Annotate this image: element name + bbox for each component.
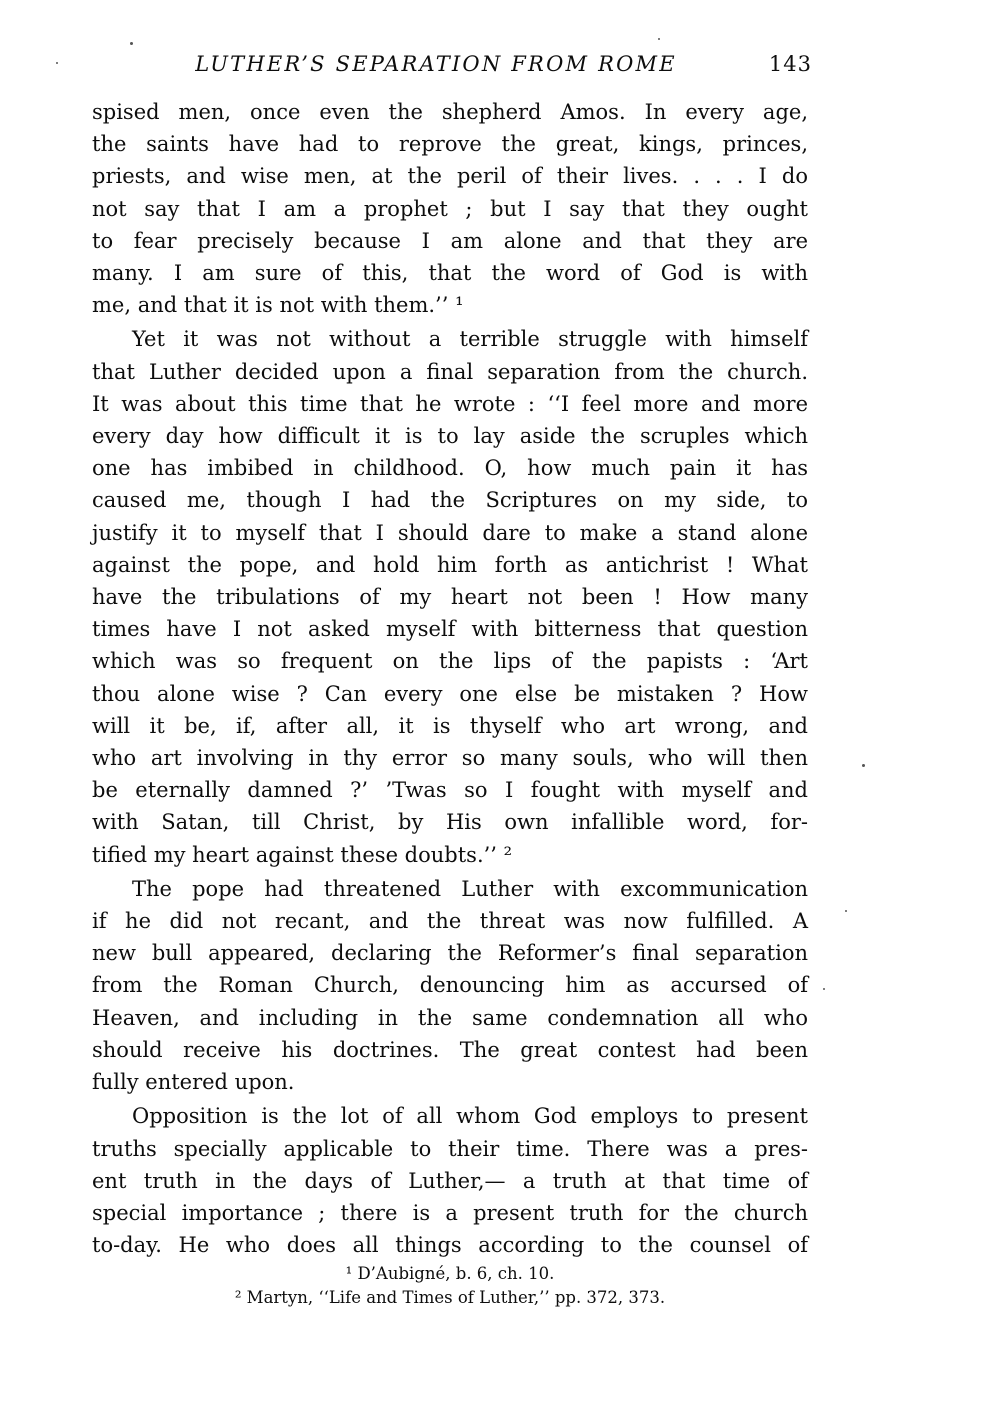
text-line: Heaven, and including in the same condemnation all who <box>92 1005 808 1030</box>
scan-speck <box>658 38 660 40</box>
text-line: tified my heart against these doubts.’’ ² <box>92 842 513 867</box>
scan-speck <box>130 42 133 45</box>
text-line: one has imbibed in childhood. O, how much pain it has <box>92 456 808 481</box>
text-line: The pope had threatened Luther with excommunication <box>132 876 808 901</box>
text-line: from the Roman Church, denouncing him as accursed of <box>92 973 808 998</box>
text-line: It was about this time that he wrote : ‘‘I feel more and more <box>92 391 808 416</box>
scan-speck <box>56 62 58 64</box>
running-head-title: LUTHER’S SEPARATION FROM ROME <box>195 52 677 76</box>
text-line: the saints have had to reprove the great, kings, princes, <box>92 132 808 157</box>
footnote: ¹ D’Aubigné, b. 6, ch. 10. <box>345 1264 555 1283</box>
text-line: that Luther decided upon a final separation from the church. <box>92 359 808 384</box>
text-line: against the pope, and hold him forth as antichrist ! What <box>92 552 808 577</box>
text-line: priests, and wise men, at the peril of their lives. . . . I do <box>92 164 808 189</box>
text-line: spised men, once even the shepherd Amos. In every age, <box>92 100 808 124</box>
paragraph <box>92 1100 808 1261</box>
text-line: to-day. He who does all things according to the counsel of <box>92 1233 808 1258</box>
text-line: to fear precisely because I am alone and that they are <box>92 228 808 253</box>
text-line: justify it to myself that I should dare to make a stand alone <box>92 520 808 545</box>
text-line: me, and that it is not with them.’’ ¹ <box>92 293 464 318</box>
scan-speck <box>862 764 865 767</box>
text-line: Opposition is the lot of all whom God employs to present <box>132 1104 808 1129</box>
footnotes <box>92 1262 808 1309</box>
text-line: new bull appeared, declaring the Reformer’s final separation <box>92 941 808 966</box>
text-line: which was so frequent on the lips of the papists : ‘Art <box>92 649 808 674</box>
text-line: ent truth in the days of Luther,— a truth at that time of <box>92 1168 808 1193</box>
text-line: if he did not recant, and the threat was now fulfilled. A <box>92 909 808 934</box>
paragraph <box>92 873 808 1098</box>
text-line: every day how difficult it is to lay aside the scruples which <box>92 424 808 449</box>
text-line: times have I not asked myself with bitterness that question <box>92 617 808 642</box>
text-line: many. I am sure of this, that the word of God is with <box>92 261 808 286</box>
text-line: who art involving in thy error so many souls, who will then <box>92 746 808 771</box>
paragraph <box>92 96 808 321</box>
text-line: caused me, though I had the Scriptures on my side, to <box>92 488 808 513</box>
running-header <box>92 52 810 80</box>
text-line: with Satan, till Christ, by His own infallible word, for- <box>92 810 808 835</box>
text-line: truths specially applicable to their time. There was a pres- <box>92 1136 808 1161</box>
body-text <box>92 96 808 1261</box>
text-line: should receive his doctrines. The great contest had been <box>92 1037 808 1062</box>
text-line: fully entered upon. <box>92 1070 295 1095</box>
footnote: ² Martyn, ‘‘Life and Times of Luther,’’ pp. 372, 373. <box>234 1287 666 1307</box>
text-line: thou alone wise ? Can every one else be mistaken ? How <box>92 681 808 706</box>
paragraph <box>92 323 808 870</box>
text-line: have the tribulations of my heart not been ! How many <box>92 585 808 610</box>
text-line: Yet it was not without a terrible struggle with himself <box>132 327 808 352</box>
page-number: 143 <box>768 52 812 76</box>
scan-speck <box>845 910 847 912</box>
scan-speck <box>823 988 825 990</box>
text-line: will it be, if, after all, it is thyself who art wrong, and <box>92 713 808 738</box>
text-line: not say that I am a prophet ; but I say that they ought <box>92 196 808 221</box>
text-line: be eternally damned ?’ ’Twas so I fought with myself and <box>92 778 808 803</box>
text-line: special importance ; there is a present truth for the church <box>92 1200 808 1225</box>
